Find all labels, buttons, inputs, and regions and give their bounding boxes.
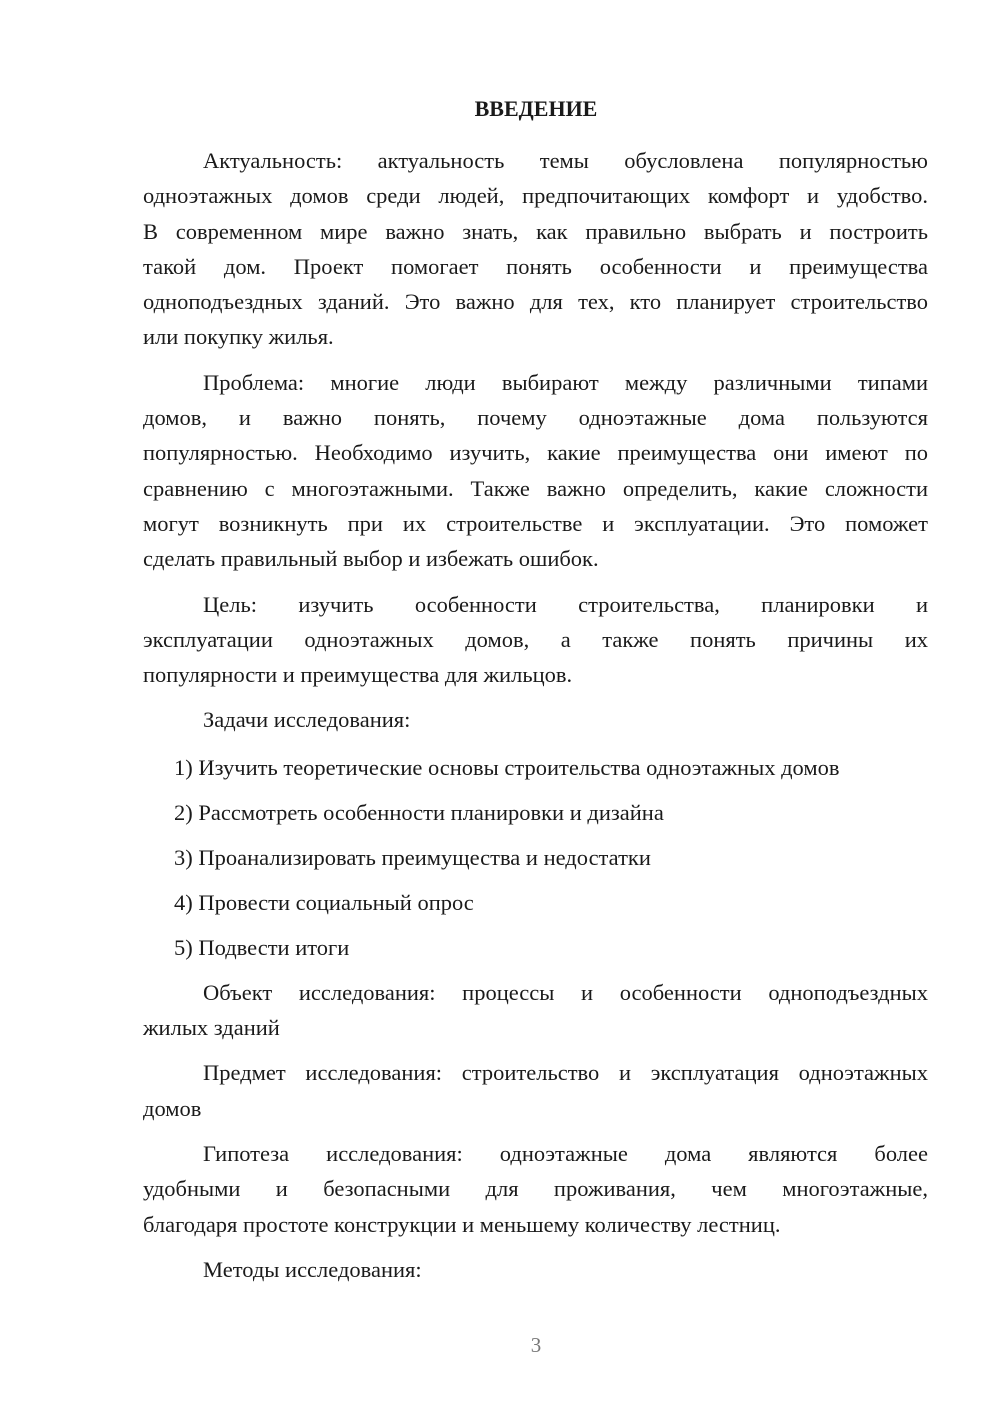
- text-line: удобными и безопасными для проживания, чем многоэтажные,: [143, 1176, 928, 1202]
- list-item: 4) Провести социальный опрос: [174, 889, 474, 915]
- document-body: [143, 143, 928, 1297]
- text-line: популярностью. Необходимо изучить, какие преимущества они имеют по: [143, 440, 928, 466]
- text-line: сделать правильный выбор и избежать ошибок.: [143, 546, 599, 572]
- list-item: 1) Изучить теоретические основы строительства одноэтажных домов: [174, 754, 840, 780]
- paragraph-object: [143, 975, 928, 1046]
- list-item: 2) Рассмотреть особенности планировки и дизайна: [174, 799, 664, 825]
- text-line: домов: [143, 1095, 202, 1121]
- text-line: могут возникнуть при их строительстве и эксплуатации. Это поможет: [143, 510, 928, 536]
- text-line: или покупку жилья.: [143, 324, 334, 350]
- text-line: Предмет исследования: строительство и эксплуатация одноэтажных: [203, 1060, 928, 1086]
- text-line: жилых зданий: [143, 1015, 280, 1041]
- text-line: домов, и важно понять, почему одноэтажные дома пользуются: [143, 405, 928, 431]
- text-line: В современном мире важно знать, как правильно выбрать и построить: [143, 218, 928, 244]
- text-line: благодаря простоте конструкции и меньшему количеству лестниц.: [143, 1211, 781, 1237]
- text-line: Проблема: многие люди выбирают между различными типами: [203, 369, 928, 395]
- text-line: Методы исследования:: [203, 1256, 422, 1282]
- text-line: Гипотеза исследования: одноэтажные дома являются более: [203, 1140, 928, 1166]
- text-line: популярности и преимущества для жильцов.: [143, 662, 573, 688]
- tasks-heading: [143, 702, 928, 737]
- methods-heading: [143, 1252, 928, 1287]
- paragraph-relevance: [143, 143, 928, 355]
- text-line: Цель: изучить особенности строительства, планировки и: [203, 591, 928, 617]
- text-line: одноэтажных домов среди людей, предпочитающих комфорт и удобство.: [143, 183, 928, 209]
- tasks-list: [143, 750, 928, 975]
- paragraph-problem: [143, 365, 928, 577]
- paragraph-subject: [143, 1055, 928, 1126]
- list-item: 3) Проанализировать преимущества и недостатки: [174, 844, 651, 870]
- text-line: Объект исследования: процессы и особенности одноподъездных: [203, 979, 928, 1005]
- page-number: 3: [530, 1333, 542, 1357]
- text-line: сравнению с многоэтажными. Также важно определить, какие сложности: [143, 475, 928, 501]
- paragraph-hypothesis: [143, 1136, 928, 1242]
- text-line: Задачи исследования:: [203, 707, 411, 733]
- text-line: такой дом. Проект помогает понять особенности и преимущества: [143, 253, 928, 279]
- text-line: одноподъездных зданий. Это важно для тех, кто планирует строительство: [143, 289, 928, 315]
- text-line: Актуальность: актуальность темы обусловлена популярностью: [203, 148, 928, 173]
- list-item: 5) Подвести итоги: [174, 934, 350, 960]
- text-line: эксплуатации одноэтажных домов, а также понять причины их: [143, 626, 928, 652]
- paragraph-goal: [143, 587, 928, 693]
- section-title: ВВЕДЕНИЕ: [474, 96, 598, 121]
